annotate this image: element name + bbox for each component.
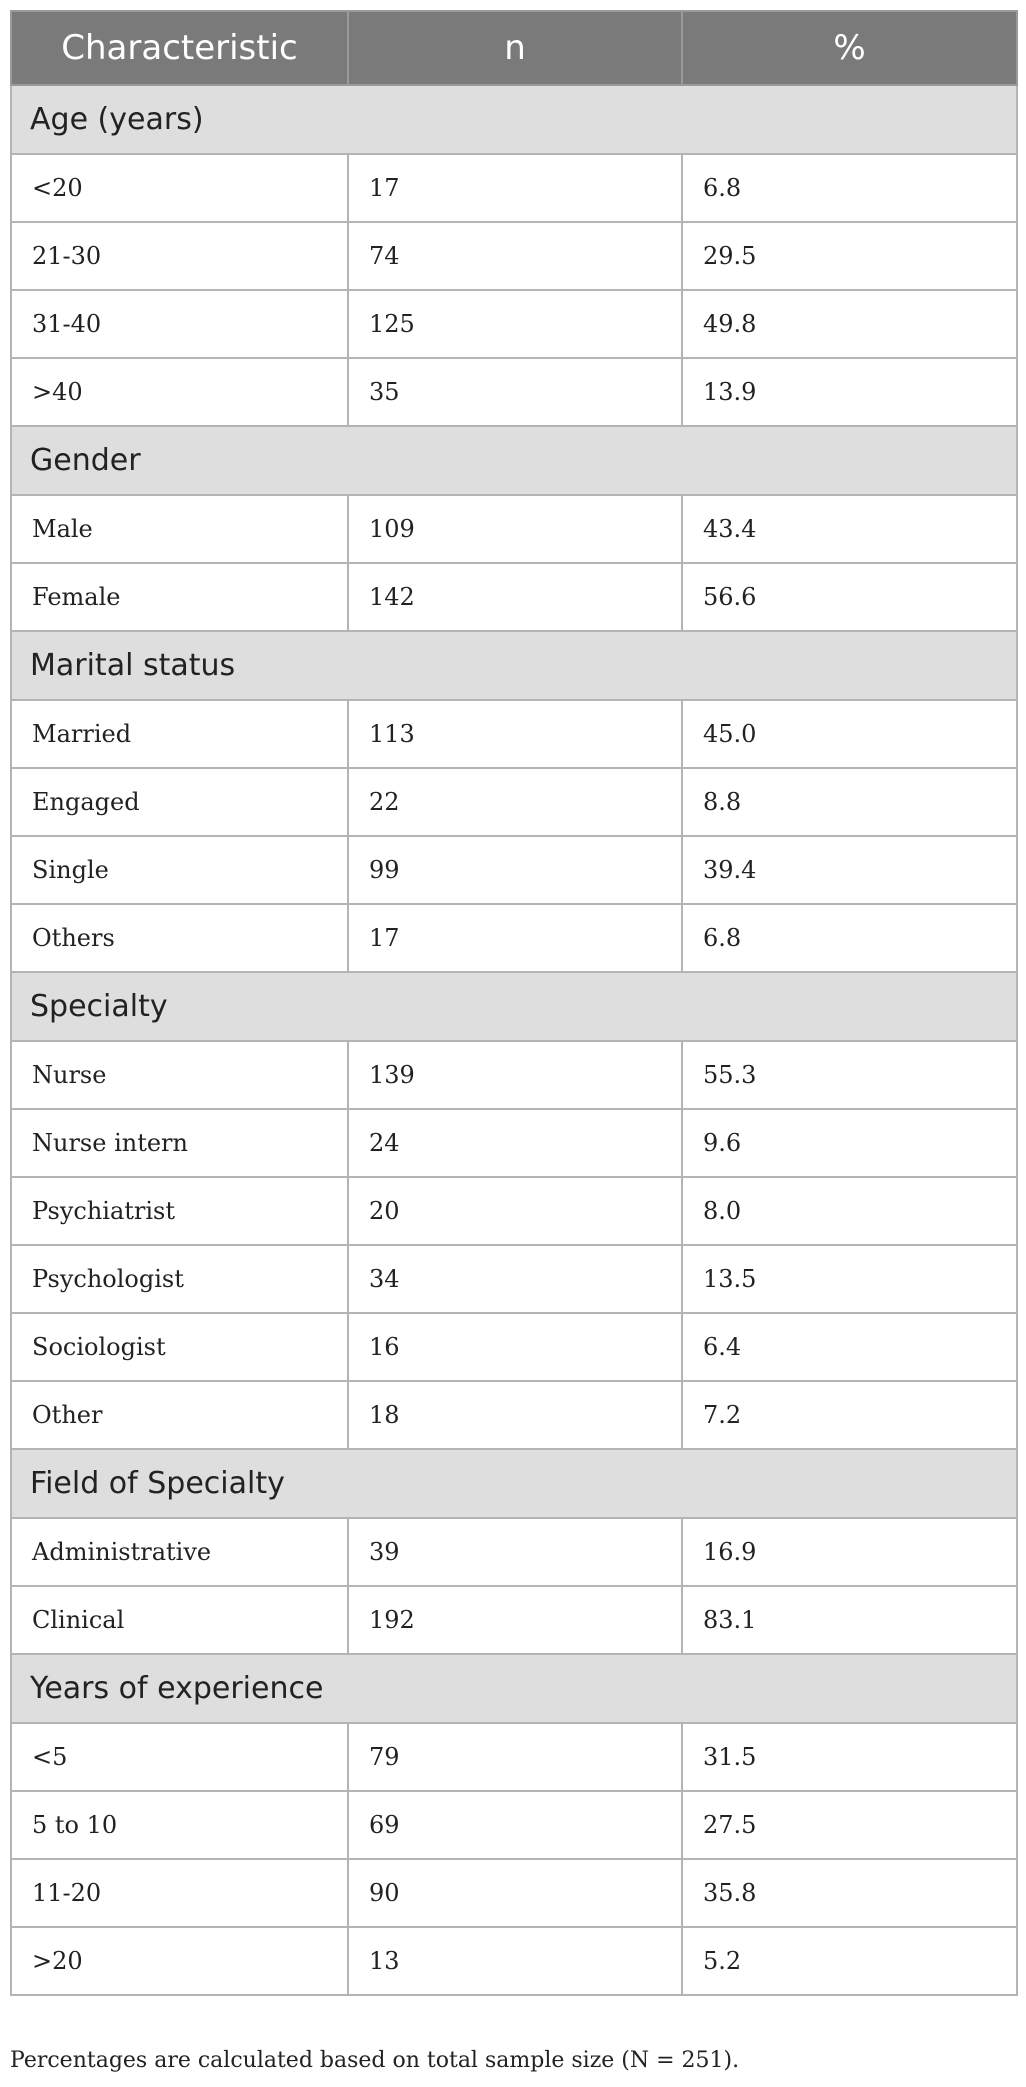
row-n-cell: 24	[348, 1109, 682, 1177]
row-label-cell: 11-20	[11, 1859, 348, 1927]
table-header	[11, 11, 1017, 85]
section-title: Gender	[11, 426, 1017, 495]
row-label-cell: Nurse	[11, 1041, 348, 1109]
section-header-row	[11, 1654, 1017, 1723]
row-percent-cell: 5.2	[682, 1927, 1017, 1995]
row-label-cell: 5 to 10	[11, 1791, 348, 1859]
row-label-cell: Female	[11, 563, 348, 631]
table-row	[11, 495, 1017, 563]
row-percent-cell: 8.0	[682, 1177, 1017, 1245]
row-percent-cell: 6.8	[682, 154, 1017, 222]
row-n-cell: 142	[348, 563, 682, 631]
row-percent-cell: 31.5	[682, 1723, 1017, 1791]
row-percent-cell: 8.8	[682, 768, 1017, 836]
row-n-cell: 34	[348, 1245, 682, 1313]
section-header-row	[11, 1449, 1017, 1518]
row-percent-cell: 13.9	[682, 358, 1017, 426]
row-label-cell: <20	[11, 154, 348, 222]
row-percent-cell: 9.6	[682, 1109, 1017, 1177]
table-row	[11, 1518, 1017, 1586]
row-n-cell: 74	[348, 222, 682, 290]
row-percent-cell: 39.4	[682, 836, 1017, 904]
row-percent-cell: 49.8	[682, 290, 1017, 358]
table-row	[11, 1586, 1017, 1654]
header-row	[11, 11, 1017, 85]
row-percent-cell: 6.4	[682, 1313, 1017, 1381]
table-row	[11, 836, 1017, 904]
table-row	[11, 1177, 1017, 1245]
header-n: n	[348, 11, 682, 85]
row-n-cell: 125	[348, 290, 682, 358]
row-n-cell: 17	[348, 904, 682, 972]
section-title: Field of Specialty	[11, 1449, 1017, 1518]
section-title: Specialty	[11, 972, 1017, 1041]
row-percent-cell: 16.9	[682, 1518, 1017, 1586]
characteristics-table	[10, 10, 1018, 1996]
row-label-cell: Married	[11, 700, 348, 768]
table-row	[11, 290, 1017, 358]
table-row	[11, 154, 1017, 222]
row-label-cell: Administrative	[11, 1518, 348, 1586]
row-percent-cell: 29.5	[682, 222, 1017, 290]
row-percent-cell: 7.2	[682, 1381, 1017, 1449]
table-row	[11, 1927, 1017, 1995]
table-row	[11, 1313, 1017, 1381]
table-row	[11, 1109, 1017, 1177]
section-title: Years of experience	[11, 1654, 1017, 1723]
row-percent-cell: 35.8	[682, 1859, 1017, 1927]
row-n-cell: 18	[348, 1381, 682, 1449]
table-row	[11, 768, 1017, 836]
table-row	[11, 1245, 1017, 1313]
row-percent-cell: 43.4	[682, 495, 1017, 563]
row-label-cell: Engaged	[11, 768, 348, 836]
row-label-cell: Male	[11, 495, 348, 563]
row-n-cell: 79	[348, 1723, 682, 1791]
row-percent-cell: 13.5	[682, 1245, 1017, 1313]
header-percent: %	[682, 11, 1017, 85]
row-label-cell: 21-30	[11, 222, 348, 290]
row-n-cell: 13	[348, 1927, 682, 1995]
row-n-cell: 113	[348, 700, 682, 768]
table-body	[11, 85, 1017, 1995]
table-row	[11, 563, 1017, 631]
table-row	[11, 1041, 1017, 1109]
row-label-cell: Psychologist	[11, 1245, 348, 1313]
row-label-cell: Psychiatrist	[11, 1177, 348, 1245]
table-footnote: Percentages are calculated based on total sample size (N = 251).	[10, 2048, 740, 2073]
row-n-cell: 109	[348, 495, 682, 563]
section-header-row	[11, 631, 1017, 700]
row-n-cell: 20	[348, 1177, 682, 1245]
row-label-cell: Others	[11, 904, 348, 972]
row-label-cell: <5	[11, 1723, 348, 1791]
row-percent-cell: 45.0	[682, 700, 1017, 768]
table-row	[11, 1791, 1017, 1859]
row-n-cell: 69	[348, 1791, 682, 1859]
row-percent-cell: 83.1	[682, 1586, 1017, 1654]
section-title: Marital status	[11, 631, 1017, 700]
row-n-cell: 90	[348, 1859, 682, 1927]
row-label-cell: Sociologist	[11, 1313, 348, 1381]
header-characteristic: Characteristic	[11, 11, 348, 85]
row-label-cell: >40	[11, 358, 348, 426]
table-row	[11, 222, 1017, 290]
section-header-row	[11, 972, 1017, 1041]
characteristics-table-container	[10, 10, 1016, 1996]
row-n-cell: 35	[348, 358, 682, 426]
row-n-cell: 192	[348, 1586, 682, 1654]
row-n-cell: 22	[348, 768, 682, 836]
row-label-cell: Single	[11, 836, 348, 904]
table-row	[11, 904, 1017, 972]
row-n-cell: 99	[348, 836, 682, 904]
row-label-cell: Other	[11, 1381, 348, 1449]
row-n-cell: 17	[348, 154, 682, 222]
section-header-row	[11, 426, 1017, 495]
row-n-cell: 39	[348, 1518, 682, 1586]
section-title: Age (years)	[11, 85, 1017, 154]
row-n-cell: 16	[348, 1313, 682, 1381]
row-percent-cell: 27.5	[682, 1791, 1017, 1859]
table-row	[11, 1859, 1017, 1927]
row-percent-cell: 55.3	[682, 1041, 1017, 1109]
row-label-cell: Nurse intern	[11, 1109, 348, 1177]
table-row	[11, 1381, 1017, 1449]
table-row	[11, 700, 1017, 768]
row-n-cell: 139	[348, 1041, 682, 1109]
row-label-cell: 31-40	[11, 290, 348, 358]
row-label-cell: >20	[11, 1927, 348, 1995]
row-percent-cell: 6.8	[682, 904, 1017, 972]
row-percent-cell: 56.6	[682, 563, 1017, 631]
section-header-row	[11, 85, 1017, 154]
table-row	[11, 1723, 1017, 1791]
row-label-cell: Clinical	[11, 1586, 348, 1654]
table-row	[11, 358, 1017, 426]
